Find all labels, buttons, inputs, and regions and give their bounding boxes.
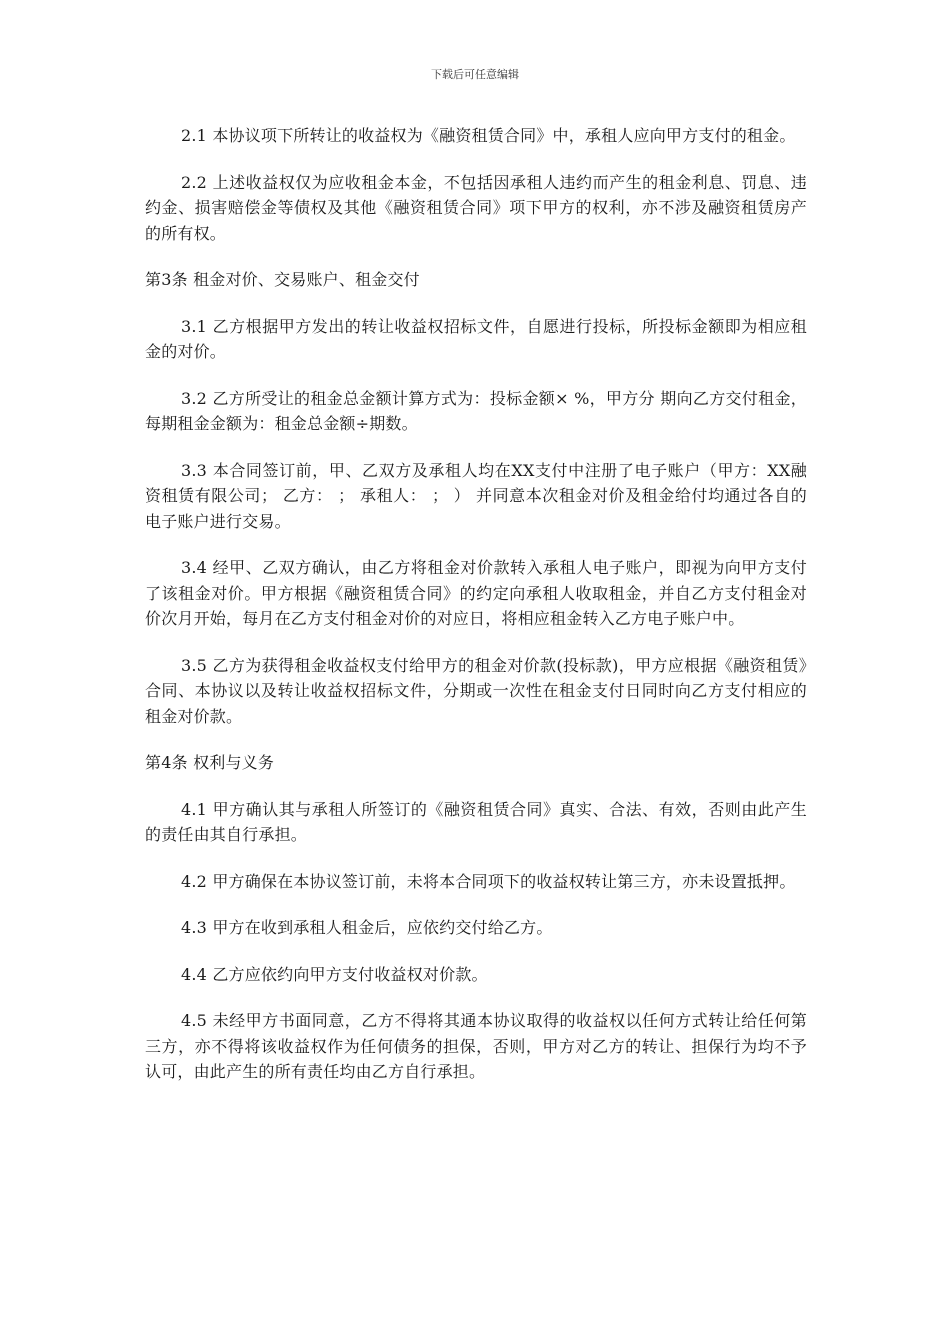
page-header-note: 下载后可任意编辑	[431, 68, 519, 81]
document-body	[145, 123, 807, 1106]
article-3-heading: 第3条 租金对价、交易账户、租金交付	[145, 270, 420, 289]
clause-3-1: 3.1 乙方根据甲方发出的转让收益权招标文件，自愿进行投标，所投标金额即为相应租金的对价。	[145, 316, 807, 361]
clause-3-2: 3.2 乙方所受让的租金总金额计算方式为：投标金额× %，甲方分 期向乙方交付租金，每期租金金额为：租金总金额÷期数。	[145, 388, 807, 433]
clause-4-2: 4.2 甲方确保在本协议签订前，未将本合同项下的收益权转让第三方，亦未设置抵押。	[181, 871, 796, 891]
article-4-heading: 第4条 权利与义务	[145, 753, 275, 772]
clause-2-2: 2.2 上述收益权仅为应收租金本金，不包括因承租人违约而产生的租金利息、罚息、违约金、损害赔偿金等债权及其他《融资租赁合同》项下甲方的权利，亦不涉及融资租赁房产的所有权。	[145, 172, 807, 243]
clause-2-1: 2.1 本协议项下所转让的收益权为《融资租赁合同》中，承租人应向甲方支付的租金。	[181, 126, 796, 145]
clause-3-3: 3.3 本合同签订前，甲、乙双方及承租人均在XX支付中注册了电子账户（甲方：XX融资租赁有限公司； 乙方： ； 承租人： ； ） 并同意本次租金对价及租金给付均通过各自的电子账户进行交易。	[145, 460, 807, 531]
clause-4-1: 4.1 甲方确认其与承租人所签订的《融资租赁合同》真实、合法、有效，否则由此产生的责任由其自行承担。	[145, 799, 807, 844]
clause-3-4: 3.4 经甲、乙双方确认，由乙方将租金对价款转入承租人电子账户，即视为向甲方支付了该租金对价。甲方根据《融资租赁合同》的约定向承租人收取租金，并自乙方支付租金对价次月开始，每月在乙方支付租金对价的对应日，将相应租金转入乙方电子账户中。	[145, 558, 807, 628]
clause-3-5: 3.5 乙方为获得租金收益权支付给甲方的租金对价款(投标款)，甲方应根据《融资租赁》合同、本协议以及转让收益权招标文件，分期或一次性在租金支付日同时向乙方支付相应的租金对价款。	[145, 655, 807, 726]
clause-4-4: 4.4 乙方应依约向甲方支付收益权对价款。	[181, 964, 488, 984]
clause-4-5: 4.5 未经甲方书面同意，乙方不得将其通本协议取得的收益权以任何方式转让给任何第三方，亦不得将该收益权作为任何债务的担保，否则，甲方对乙方的转让、担保行为均不予认可，由此产生的所有责任均由乙方自行承担。	[145, 1011, 807, 1081]
clause-4-3: 4.3 甲方在收到承租人租金后，应依约交付给乙方。	[181, 918, 553, 937]
